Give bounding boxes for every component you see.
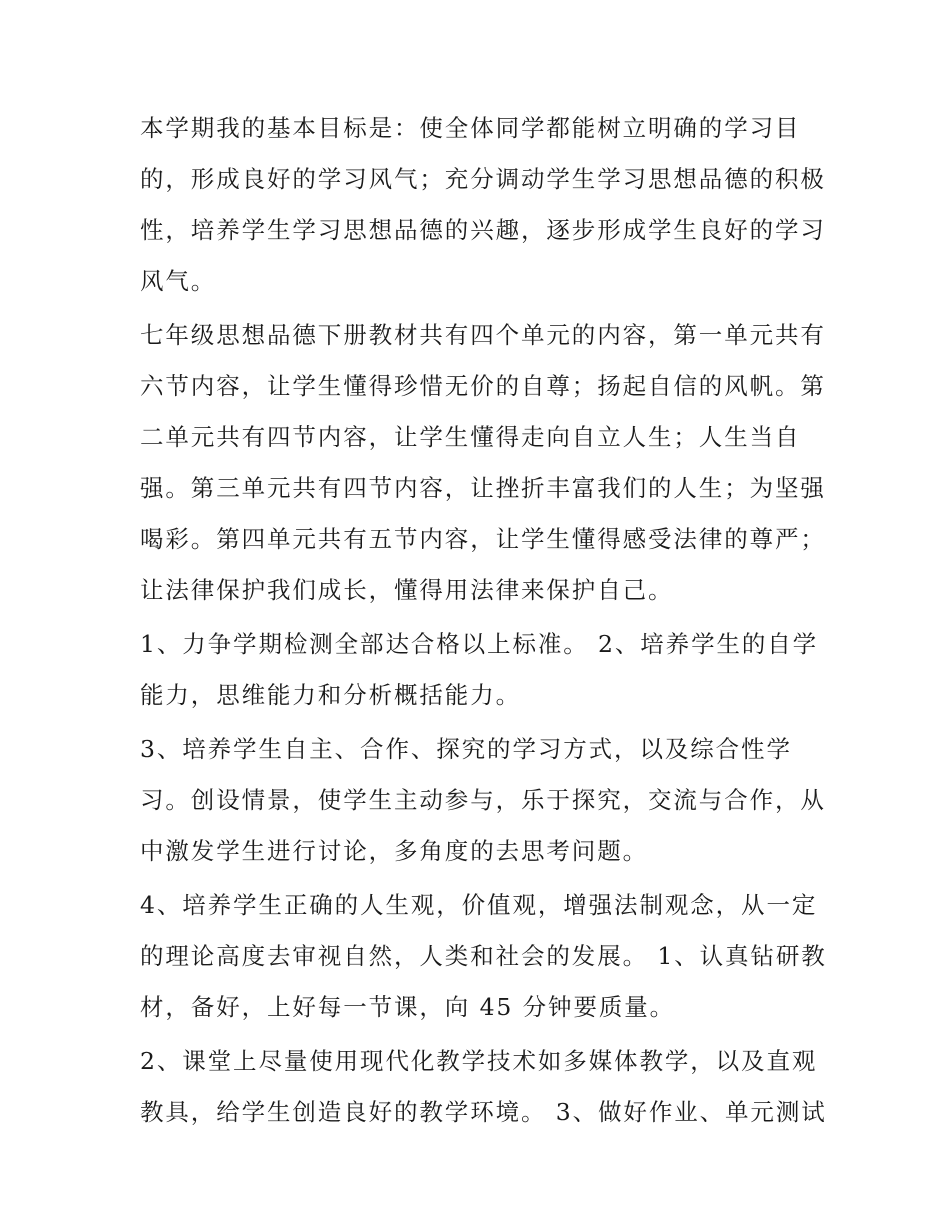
text-line: 中激发学生进行讨论，多角度的去思考问题。 bbox=[140, 837, 648, 865]
text-line: 2、课堂上尽量使用现代化教学技术如多媒体教学，以及直观 bbox=[140, 1047, 818, 1075]
paragraph-item-1-2 bbox=[140, 619, 820, 721]
paragraph-goals bbox=[140, 103, 826, 307]
text-line: 二单元共有四节内容，让学生懂得走向自立人生；人生当自 bbox=[140, 423, 801, 451]
text-line: 的，形成良好的学习风气；充分调动学生学习思想品德的积极 bbox=[140, 165, 826, 193]
text-line: 4、培养学生正确的人生观，价值观，增强法制观念，从一定 bbox=[140, 891, 818, 919]
text-line: 让法律保护我们成长，懂得用法律来保护自己。 bbox=[140, 576, 674, 604]
text-line: 3、培养学生自主、合作、探究的学习方式，以及综合性学 bbox=[140, 735, 792, 763]
text-line: 习。创设情景，使学生主动参与，乐于探究，交流与合作，从 bbox=[140, 786, 826, 814]
text-line: 本学期我的基本目标是：使全体同学都能树立明确的学习目 bbox=[140, 114, 801, 142]
text-line: 1、力争学期检测全部达合格以上标准。 2、培养学生的自学 bbox=[140, 630, 819, 658]
text-line: 的理论高度去审视自然，人类和社会的发展。 1、认真钻研教 bbox=[140, 942, 827, 970]
text-line: 教具，给学生创造良好的教学环境。 3、做好作业、单元测试 bbox=[140, 1098, 827, 1126]
text-line: 强。第三单元共有四节内容，让挫折丰富我们的人生；为坚强 bbox=[140, 474, 826, 502]
paragraph-item-classroom bbox=[140, 1036, 827, 1138]
text-line: 六节内容，让学生懂得珍惜无价的自尊；扬起自信的风帆。第 bbox=[140, 372, 826, 400]
text-line: 材，备好，上好每一节课，向 45 分钟要质量。 bbox=[140, 993, 676, 1021]
text-line: 能力，思维能力和分析概括能力。 bbox=[140, 681, 521, 709]
paragraph-item-3 bbox=[140, 724, 826, 877]
paragraph-textbook bbox=[140, 310, 826, 616]
text-line: 风气。 bbox=[140, 267, 217, 295]
text-line: 喝彩。第四单元共有五节内容，让学生懂得感受法律的尊严； bbox=[140, 525, 826, 553]
paragraph-item-4 bbox=[140, 880, 827, 1033]
text-line: 七年级思想品德下册教材共有四个单元的内容，第一单元共有 bbox=[140, 321, 826, 349]
document-body bbox=[140, 103, 827, 1141]
text-line: 性，培养学生学习思想品德的兴趣，逐步形成学生良好的学习 bbox=[140, 216, 826, 244]
